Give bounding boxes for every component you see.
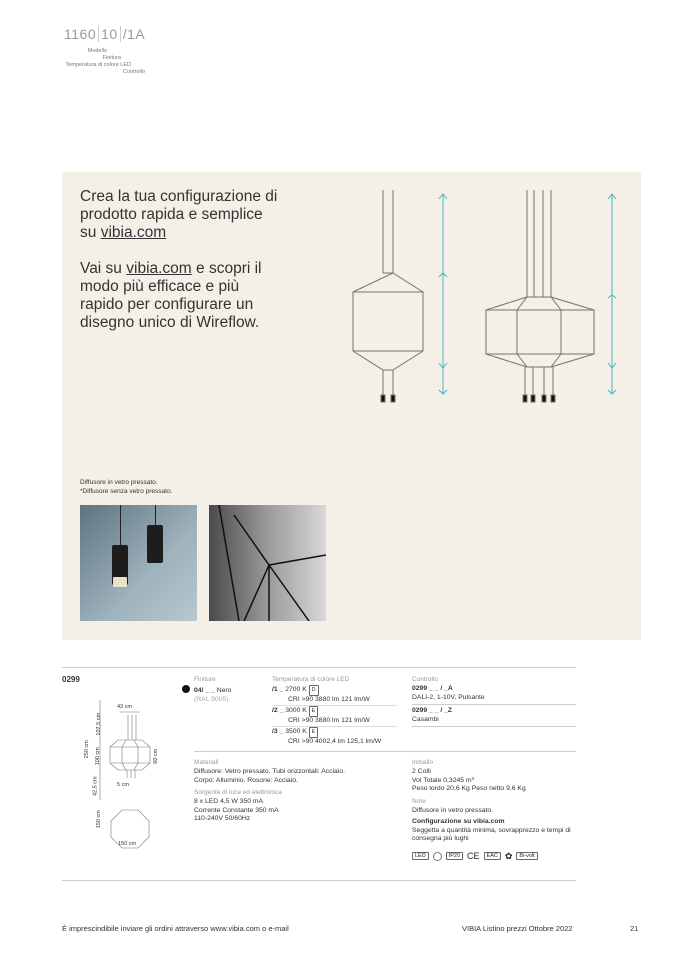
product-code-number: 0299 <box>62 675 80 684</box>
temp-code: /1 _ <box>272 686 284 693</box>
controllo-item <box>412 707 576 727</box>
footer-catalog: VIBIA Listino prezzi Ottobre 2022 <box>462 924 573 933</box>
finiture-label: Finiture <box>194 676 216 683</box>
dim-top: 43 cm <box>117 704 132 710</box>
promo-line1: Crea la tua configurazione di prodotto rapida e semplice su <box>80 188 278 241</box>
product-photo-wire <box>209 505 326 621</box>
finiture-section <box>182 676 231 704</box>
class-ii-icon <box>433 852 442 861</box>
temp-code: /2 _ <box>272 707 284 714</box>
dim-depth: 150 cm <box>95 810 102 829</box>
promo-line2a: Vai su <box>80 260 127 277</box>
controllo-code: 0299 _ _ / _A <box>412 685 453 692</box>
finish-code: 04/ _ _ <box>194 687 215 694</box>
note-line: Diffusore in vetro pressato. <box>412 806 494 814</box>
note-label: Note <box>412 797 426 805</box>
led-badge: LED <box>412 852 429 860</box>
page-number: 21 <box>630 924 639 933</box>
controllo-code: 0299 _ _ / _Z <box>412 707 453 714</box>
dim-lower: 42,5 cm <box>92 776 99 797</box>
black-swatch[interactable] <box>182 685 190 693</box>
finish-ral: (RAL 9005) <box>194 695 229 703</box>
materiali-section <box>194 759 404 824</box>
temp-kelvin: 2700 K <box>285 686 307 693</box>
wireflow-drawing <box>340 180 630 410</box>
controllo-label: Controllo <box>412 676 439 683</box>
sorgente-line: 8 x LED 4,5 W 350 mA <box>194 798 264 805</box>
promo-text <box>80 188 280 332</box>
ip20-badge: IP20 <box>446 852 463 860</box>
vibia-link[interactable]: vibia.com <box>100 224 167 241</box>
materiali-line: Corpo: Alluminio. Rosone: Acciaio. <box>194 776 298 784</box>
legend-temperatura: Temperatura di colore LED <box>65 62 131 68</box>
controllo-desc: DALI-2, 1-10V, Pulsante <box>412 693 485 701</box>
photo-captions <box>80 478 172 496</box>
temp-item <box>272 727 397 746</box>
temp-kelvin: 3000 K <box>285 707 307 714</box>
certification-badges <box>412 851 576 862</box>
imballo-label: Imballo <box>412 759 433 766</box>
finish-name: Nero <box>216 687 232 694</box>
sorgente-label: Sorgente di luce ed elettronica <box>194 789 282 796</box>
dim-small: 5 cm <box>117 782 129 788</box>
eac-badge: EAC <box>484 852 501 860</box>
dim-height: 60 cm <box>153 748 160 764</box>
sorgente-line: 110-240V 50/60Hz <box>194 815 251 822</box>
promo-line2b: e scopri il modo più efficace e più rapido per configurare un disegno unico di Wireflow. <box>80 260 262 331</box>
materiali-line: Diffusore: Vetro pressato. Tubi orizzontali: Acciaio. <box>194 768 345 775</box>
temp-code: /3 _ <box>272 728 284 735</box>
controllo-desc: Casambi <box>412 715 439 723</box>
footer-note: È imprescindibile inviare gli ordini attraverso www.vibia.com o e-mail <box>62 924 289 933</box>
imballo-line: Vol Totale 0,3245 m³ <box>412 776 474 784</box>
bivolt-badge: Bi-volt <box>516 852 537 860</box>
temp-spec: CRI >90 3880 lm 121 lm/W <box>288 695 370 703</box>
product-photo-glass <box>80 505 197 621</box>
caption-1: Diffusore in vetro pressato. <box>80 479 158 486</box>
temp-spec: CRI >90 4002,4 lm 125,1 lm/W <box>288 737 382 745</box>
dimmable-icon: ✿ <box>504 850 513 861</box>
energy-class: E <box>309 706 319 717</box>
code-model: 1160 <box>62 26 99 42</box>
energy-class: E <box>309 727 319 738</box>
legend-modello: Modello <box>87 48 107 54</box>
energy-class: D <box>309 685 319 696</box>
legend-controllo: Controllo <box>122 69 145 75</box>
temperature-section <box>272 676 397 746</box>
materiali-label: Materiali <box>194 759 219 766</box>
temp-label: Temperatura di colore LED <box>272 676 350 683</box>
imballo-section <box>412 759 576 862</box>
imballo-line: 2 Colli <box>412 768 431 775</box>
caption-2: *Diffusore senza vetro pressato. <box>80 488 173 495</box>
config-title: Configurazione su vibia.com <box>412 818 505 825</box>
controllo-item <box>412 685 576 705</box>
temp-item <box>272 685 397 706</box>
product-code <box>62 26 147 42</box>
code-legend <box>40 48 145 76</box>
temp-spec: CRI >90 3880 lm 121 lm/W <box>288 716 370 724</box>
dim-body: 100 cm <box>94 747 101 766</box>
legend-finitura: Finitura <box>102 55 121 61</box>
temp-kelvin: 3500 K <box>285 728 307 735</box>
config-text: Seggetta a quantità minima, sovrapprezzo e tempi di consegna più lughi <box>412 826 571 842</box>
code-finish: 10 <box>99 26 121 42</box>
dim-width: 150 cm <box>118 841 137 847</box>
dim-total: 250 cm <box>83 740 90 759</box>
ce-mark-icon: CE <box>467 851 480 861</box>
controllo-section <box>412 676 576 727</box>
dimension-drawing <box>70 700 180 850</box>
dim-upper: 107,5 cm <box>96 712 103 736</box>
imballo-line: Peso lordo 20,6 Kg Peso netto 9,6 Kg <box>412 785 526 792</box>
vibia-link-2[interactable]: vibia.com <box>126 260 192 277</box>
temp-item <box>272 706 397 727</box>
code-temp-control: /1A <box>122 26 146 42</box>
sorgente-line: Corrente Constante 350 mA <box>194 806 279 814</box>
